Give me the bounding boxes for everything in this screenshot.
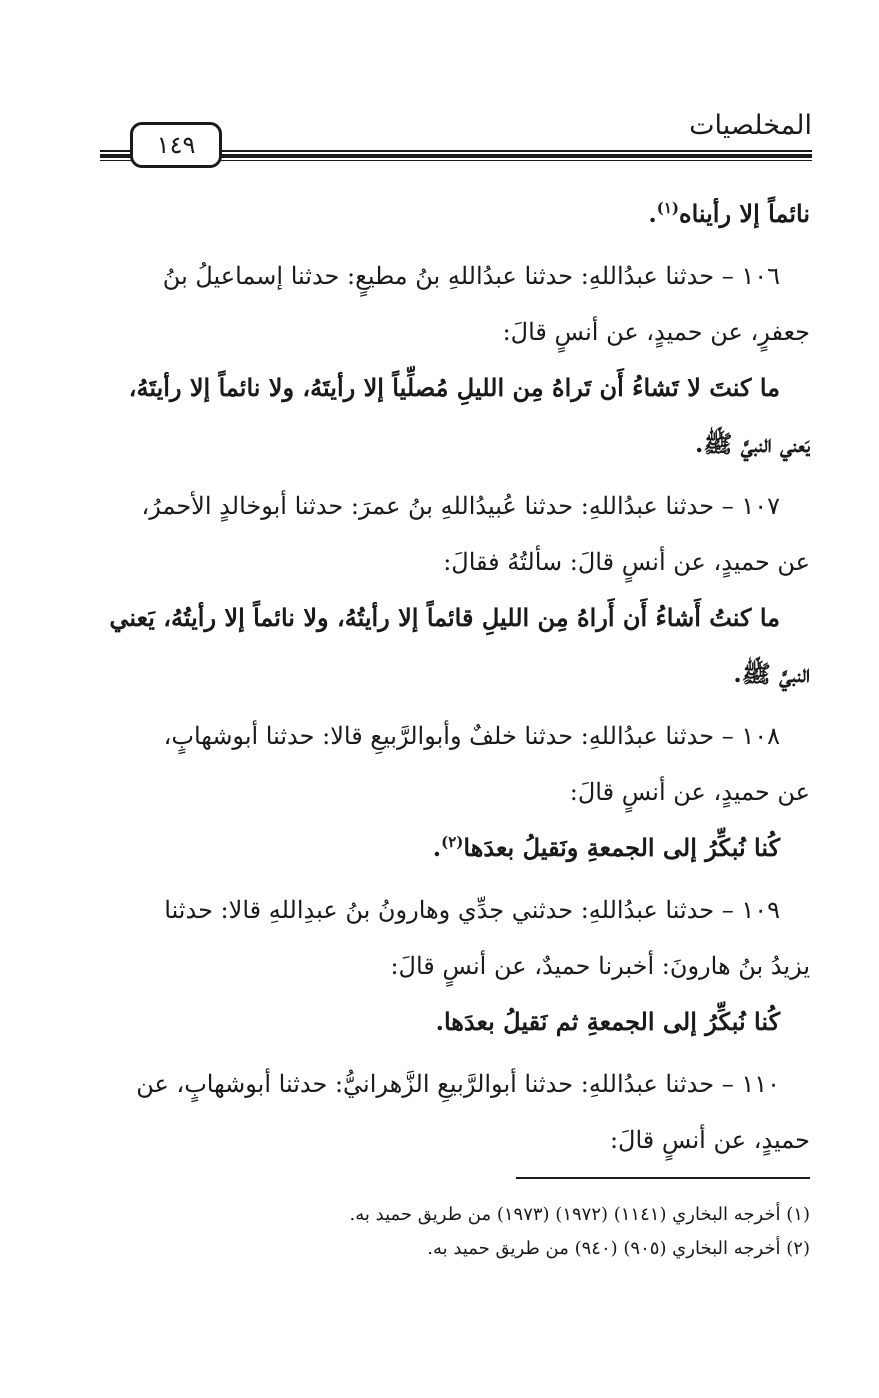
page-number-box (130, 122, 222, 168)
footnote-marker: (٢) (441, 833, 464, 851)
hadith-108-line-2: عن حميدٍ، عن أنسٍ قالَ: (569, 778, 810, 806)
hadith-109-line-3: كُنا نُبكِّرُ إلى الجمعةِ ثم نَقيلُ بعدَها. (435, 1007, 780, 1036)
footnote-2: (٢) أخرجه البخاري (٩٠٥) (٩٤٠) من طريق حميد به. (427, 1238, 810, 1259)
hadith-106-line-2: جعفرٍ، عن حميدٍ، عن أنسٍ قالَ: (502, 318, 810, 346)
footnote-1: (١) أخرجه البخاري (١١٤١) (١٩٧٢) (١٩٧٣) من طريق حميد به. (349, 1204, 810, 1225)
hadith-110-line-1: ١١٠ – حدثنا عبدُاللهِ: حدثنا أبوالرَّبيعِ الزَّهرانيُّ: حدثنا أبوشهابٍ، عن (136, 1070, 780, 1098)
hadith-107-line-3: ما كنتُ أَشاءُ أَن أَراهُ مِن الليلِ قائماً إلا رأيتُهُ، ولا نائماً إلا رأيتُهُ، يَعني (109, 603, 780, 632)
hadith-106-line-1: ١٠٦ – حدثنا عبدُاللهِ: حدثنا عبدُاللهِ بنُ مطيعٍ: حدثنا إسماعيلُ بنُ (162, 262, 780, 290)
page-number: ١٤٩ (156, 131, 196, 159)
page-header (100, 108, 812, 178)
hadith-108-line-1: ١٠٨ – حدثنا عبدُاللهِ: حدثنا خلفٌ وأبوالرَّبيعِ قالا: حدثنا أبوشهابٍ، (163, 722, 780, 750)
footnote-marker: (١) (656, 199, 679, 217)
footnotes (104, 1198, 810, 1266)
hadith-110-line-2: حميدٍ، عن أنسٍ قالَ: (609, 1126, 810, 1154)
hadith-107-line-1: ١٠٧ – حدثنا عبدُاللهِ: حدثنا عُبيدُاللهِ بنُ عمرَ: حدثنا أبوخالدٍ الأحمرُ، (141, 492, 780, 520)
footnote-separator (516, 1177, 810, 1179)
hadith-106-line-4: يَعني النبيَّ ﷺ. (695, 429, 810, 458)
hadith-109-line-2: يزيدُ بنُ هارونَ: أخبرنا حميدٌ، عن أنسٍ قالَ: (390, 952, 810, 980)
hadith-107-line-2: عن حميدٍ، عن أنسٍ قالَ: سألتُهُ فقالَ: (443, 548, 810, 576)
hadith-108-line-3: كُنا نُبكِّرُ إلى الجمعةِ ونَقيلُ بعدَها$^{(٢)}$. (432, 833, 780, 862)
hadith-107-line-4: النبيَّ ﷺ. (733, 659, 810, 688)
hadith-109-line-1: ١٠٩ – حدثنا عبدُاللهِ: حدثني جدِّي وهارونُ بنُ عبدِاللهِ قالا: حدثنا (164, 896, 780, 924)
hadith-106-line-3: ما كنتَ لا تَشاءُ أَن تَراهُ مِن الليلِ مُصلِّياً إلا رأيتَهُ، ولا نائماً إلا رأيتَهُ، (128, 373, 780, 402)
main-text (104, 186, 810, 1168)
text-line: نائماً إلا رأيناه$^{(١)}$. (648, 199, 810, 228)
running-title: المخلصيات (689, 110, 812, 141)
